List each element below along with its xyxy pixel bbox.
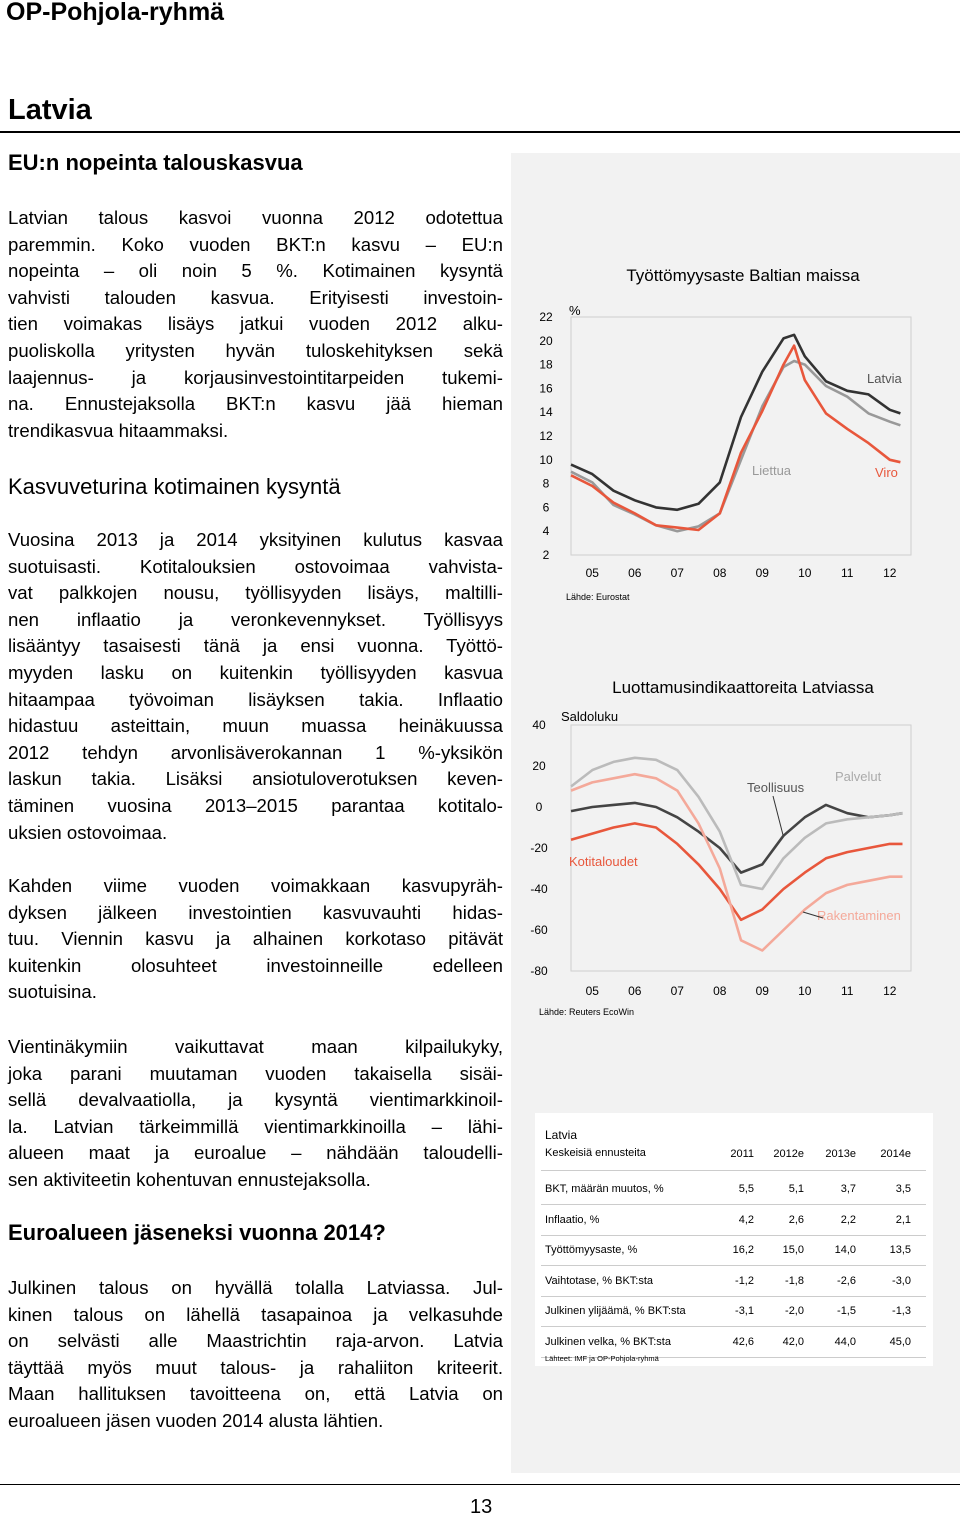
section-title-3: Euroalueen jäseneksi vuonna 2014? bbox=[8, 1220, 386, 1245]
table-cell: -3,1 bbox=[735, 1305, 754, 1318]
series-label: Palvelut bbox=[835, 769, 882, 784]
table-subtitle: Keskeisiä ennusteita bbox=[545, 1147, 646, 1159]
y-tick-label: 8 bbox=[542, 476, 550, 491]
p3-line: dyksen jälkeen investointien kasvuvauhti hidas- bbox=[8, 901, 503, 923]
y-tick-label: 2 bbox=[542, 548, 550, 562]
plot-area bbox=[571, 725, 911, 971]
series-line-latvia bbox=[571, 335, 900, 510]
y-tick-label: 40 bbox=[532, 718, 546, 732]
table-divider bbox=[541, 1296, 926, 1297]
table-cell: 5,1 bbox=[788, 1183, 804, 1195]
series-label: Liettua bbox=[752, 463, 792, 478]
table-cell: 13,5 bbox=[889, 1244, 911, 1257]
table-cell: -1,3 bbox=[892, 1305, 911, 1318]
p5-line: Julkinen talous on hyvällä tolalla Latviassa. Jul- bbox=[8, 1277, 503, 1298]
table-cell: 16,2 bbox=[732, 1244, 754, 1257]
table-cell: -3,0 bbox=[892, 1274, 911, 1287]
section-title-2: Kasvuveturina kotimainen kysyntä bbox=[8, 474, 341, 499]
p5-line: Maan hallituksen tavoitteena on, että Latvia on bbox=[8, 1383, 503, 1405]
table-title: Latvia bbox=[545, 1128, 578, 1142]
y-tick-label: 4 bbox=[542, 524, 550, 539]
table-cell: 42,6 bbox=[732, 1336, 754, 1348]
y-axis-label: % bbox=[569, 303, 581, 318]
title-rule bbox=[0, 131, 960, 133]
y-tick-label: -60 bbox=[530, 923, 548, 937]
p4-line: joka parani muutaman vuoden takaisella sisäi- bbox=[8, 1062, 503, 1084]
table-row-label: Inflaatio, % bbox=[545, 1213, 600, 1226]
p2-line: laskun takia. Lisäksi ansiotuloverotuksen keven- bbox=[8, 768, 503, 790]
series-line-viro bbox=[571, 346, 900, 530]
p4-line: sellä devalvaatiolla, ja kysyntä vientimarkkinoil- bbox=[8, 1089, 503, 1111]
table-cell: 44,0 bbox=[834, 1336, 856, 1348]
p4-line: alueen maat ja euroalue – nähdään taloudelli- bbox=[8, 1142, 503, 1164]
x-tick-label: 08 bbox=[713, 566, 727, 580]
p2-line: hitaampaa työvoiman lisäyksen takia. Inflaatio bbox=[8, 688, 503, 710]
table-cell: -1,2 bbox=[735, 1274, 754, 1287]
x-tick-label: 05 bbox=[585, 984, 599, 998]
table-row-label: Työttömyysaste, % bbox=[545, 1244, 638, 1257]
x-tick-label: 07 bbox=[670, 566, 684, 580]
y-tick-label: 6 bbox=[542, 500, 550, 515]
p3-line: kuitenkin olosuhteet investoinneille edelleen bbox=[8, 954, 503, 976]
p1-line: nopeinta – oli noin 5 %. Kotimainen kysyntä bbox=[8, 260, 503, 282]
x-tick-label: 10 bbox=[798, 566, 812, 580]
p1-line: paremmin. Koko vuoden BKT:n kasvu – EU:n bbox=[8, 233, 503, 255]
table-cell: 5,5 bbox=[738, 1183, 754, 1195]
table-cell: 45,0 bbox=[889, 1336, 911, 1348]
p1-line: na. Ennustejaksolla BKT:n kasvu jää hieman bbox=[8, 393, 503, 415]
p2-line: nen inflaatio ja veronkevennykset. Työllisyys bbox=[8, 608, 503, 630]
table-cell: 14,0 bbox=[834, 1244, 856, 1257]
p2-line: 2012 tehdyn arvonlisäverokannan 1 %-yksikön bbox=[8, 741, 503, 763]
brand-name: OP-Pohjola-ryhmä bbox=[6, 0, 225, 26]
table-divider bbox=[541, 1326, 926, 1327]
p2-line: suotuisasti. Kotitalouksien ostovoimaa vahvista- bbox=[8, 555, 503, 577]
y-tick-label: 22 bbox=[539, 310, 553, 324]
p1-line: Latvian talous kasvoi vuonna 2012 odotettua bbox=[8, 207, 503, 228]
y-tick-label: 12 bbox=[539, 429, 553, 443]
table-column-header: 2011 bbox=[730, 1148, 754, 1160]
p1-line: laajennus- ja korjausinvestointitarpeiden tukemi- bbox=[8, 366, 503, 388]
chart-title: Työttömyysaste Baltian maissa bbox=[626, 266, 860, 285]
table-cell: -2,0 bbox=[785, 1305, 804, 1318]
series-label: Viro bbox=[875, 465, 898, 480]
chart-source: Lähde: Reuters EcoWin bbox=[539, 1007, 635, 1017]
p5-line: kinen talous on lähellä tasapainoa ja velkasuhde bbox=[8, 1303, 503, 1325]
p2-line: vat palkkojen nousu, työllisyyden lisäys, maltilli- bbox=[8, 582, 503, 604]
x-tick-label: 05 bbox=[585, 566, 599, 580]
y-tick-label: -40 bbox=[530, 882, 548, 896]
paragraph-4 bbox=[8, 1034, 503, 1194]
p2-line: lisääntyy tasaisesti tänä ja ensi vuonna. Työttö- bbox=[8, 635, 503, 657]
p5-line: euroalueen jäsen vuoden 2014 alusta lähtien. bbox=[8, 1409, 384, 1431]
y-tick-label: 20 bbox=[539, 333, 553, 348]
table-cell: 3,5 bbox=[895, 1183, 911, 1195]
table-source: Lähteet: IMF ja OP-Pohjola-ryhmä bbox=[545, 1354, 659, 1363]
x-tick-label: 09 bbox=[755, 984, 769, 998]
y-tick-label: 16 bbox=[539, 381, 553, 396]
series-label: Teollisuus bbox=[747, 780, 805, 795]
p4-line: Vientinäkymiin vaikuttavat maan kilpailukyky, bbox=[8, 1036, 503, 1057]
x-tick-label: 09 bbox=[755, 566, 769, 580]
p1-line: vahvisti talouden kasvua. Erityisesti investoin- bbox=[8, 286, 503, 308]
y-tick-label: 0 bbox=[535, 800, 543, 814]
table-cell: 2,6 bbox=[788, 1213, 804, 1226]
p3-line: Kahden viime vuoden voimakkaan kasvupyräh- bbox=[8, 875, 503, 896]
table-divider bbox=[541, 1204, 926, 1205]
p4-line: la. Latvian tärkeimmillä vientimarkkinoilla – lähi- bbox=[8, 1115, 503, 1137]
table-divider bbox=[541, 1170, 926, 1171]
p2-line: myyden lasku on kuitenkin työllisyyden kasvua bbox=[8, 661, 503, 683]
p1-line: puoliskolla yritysten hyvän tuloskehityksen sekä bbox=[8, 339, 503, 361]
series-label: Kotitaloudet bbox=[569, 854, 638, 869]
annotation-arrow bbox=[773, 796, 783, 835]
p2-line: hidastuu asteittain, muun muassa heinäkuussa bbox=[8, 715, 503, 737]
paragraph-3 bbox=[8, 873, 503, 1006]
x-tick-label: 12 bbox=[883, 984, 897, 998]
table-row-label: Julkinen velka, % BKT:sta bbox=[545, 1336, 671, 1348]
x-tick-label: 08 bbox=[713, 984, 727, 998]
table-divider bbox=[541, 1265, 926, 1266]
x-tick-label: 06 bbox=[628, 566, 642, 580]
y-tick-label: -80 bbox=[530, 964, 548, 978]
confidence-chart bbox=[511, 665, 960, 1030]
p1-line: tien voimakas lisäys jatkui vuoden 2012 alku- bbox=[8, 313, 503, 335]
table-divider bbox=[541, 1235, 926, 1236]
y-tick-label: 10 bbox=[539, 452, 553, 467]
page-number: 13 bbox=[470, 1496, 493, 1518]
table-cell: 2,2 bbox=[840, 1213, 856, 1226]
series-label: Rakentaminen bbox=[817, 908, 901, 923]
x-tick-label: 11 bbox=[841, 984, 854, 998]
p5-line: on selvästi alle Maastrichtin raja-arvon. Latvia bbox=[8, 1330, 503, 1352]
p2-line: uksien ostovoimaa. bbox=[8, 821, 168, 843]
table-cell: 3,7 bbox=[840, 1183, 856, 1195]
x-tick-label: 12 bbox=[883, 566, 897, 580]
table-row-label: Vaihtotase, % BKT:sta bbox=[545, 1274, 654, 1287]
page-title: Latvia bbox=[8, 94, 92, 126]
y-tick-label: 20 bbox=[532, 759, 546, 773]
x-tick-label: 07 bbox=[670, 984, 684, 998]
table-row-label: BKT, määrän muutos, % bbox=[545, 1183, 664, 1195]
p3-line: tuu. Viennin kasvu ja alhainen korkotaso pitävät bbox=[8, 928, 503, 950]
series-label: Latvia bbox=[867, 371, 902, 386]
table-cell: -2,6 bbox=[837, 1274, 856, 1287]
paragraph-2 bbox=[8, 527, 503, 846]
x-tick-label: 11 bbox=[841, 566, 854, 580]
paragraph-1 bbox=[8, 205, 503, 444]
paragraph-5 bbox=[8, 1275, 503, 1435]
x-tick-label: 10 bbox=[798, 984, 812, 998]
chart-source: Lähde: Eurostat bbox=[566, 592, 630, 602]
table-cell: 4,2 bbox=[738, 1213, 754, 1226]
p1-line: trendikasvua hitaammaksi. bbox=[8, 419, 229, 441]
chart-title: Luottamusindikaattoreita Latviassa bbox=[612, 678, 874, 697]
table-row-label: Julkinen ylijäämä, % BKT:sta bbox=[545, 1305, 686, 1318]
p2-line: täminen vuosina 2013‒2015 parantaa kotitalo- bbox=[8, 794, 503, 816]
table-column-header: 2014e bbox=[880, 1148, 911, 1160]
table-cell: 15,0 bbox=[782, 1244, 804, 1257]
table-column-header: 2012e bbox=[773, 1148, 804, 1160]
p2-line: Vuosina 2013 ja 2014 yksityinen kulutus kasvaa bbox=[8, 529, 503, 550]
table-cell: 42,0 bbox=[782, 1336, 804, 1348]
y-axis-label: Saldoluku bbox=[561, 709, 619, 724]
p4-line: sen aktiviteetin kohentuvan ennustejaksolla. bbox=[8, 1168, 371, 1190]
p3-line: suotuisina. bbox=[8, 981, 97, 1003]
table-cell: 2,1 bbox=[895, 1213, 911, 1226]
table-cell: -1,8 bbox=[785, 1274, 804, 1287]
p5-line: täyttää myös muut talous- ja rahaliiton kriteerit. bbox=[8, 1356, 503, 1378]
y-tick-label: 14 bbox=[539, 405, 553, 420]
y-tick-label: -20 bbox=[530, 841, 548, 855]
footer-rule bbox=[0, 1484, 960, 1485]
table-cell: -1,5 bbox=[837, 1305, 856, 1318]
unemployment-chart bbox=[511, 255, 960, 615]
y-tick-label: 18 bbox=[539, 357, 553, 372]
section-title-1: EU:n nopeinta talouskasvua bbox=[8, 150, 303, 175]
x-tick-label: 06 bbox=[628, 984, 642, 998]
table-column-header: 2013e bbox=[825, 1148, 856, 1160]
